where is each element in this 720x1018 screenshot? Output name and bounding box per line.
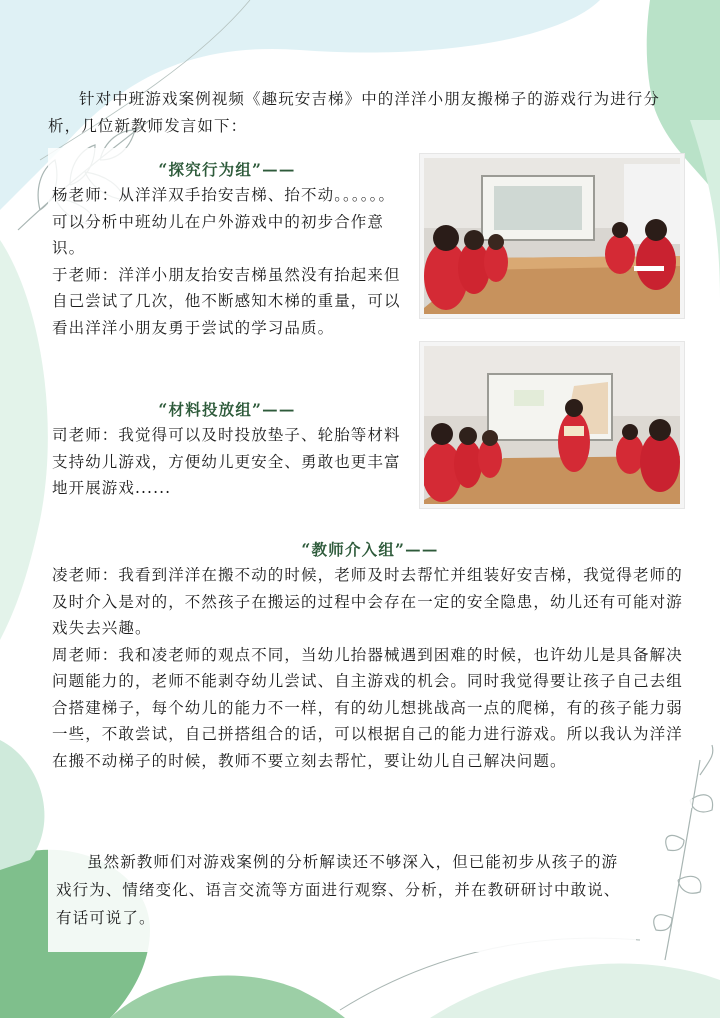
group3-paragraph-1: 凌老师：我看到洋洋在搬不动的时候，老师及时去帮忙并组装好安吉梯，我觉得老师的及时介入是对的，不然孩子在搬运的过程中会存在一定的安全隐患，幼儿还有可能对游戏失去兴趣。 [52, 566, 683, 637]
group3-heading: “教师介入组”—— [301, 540, 439, 559]
group2-paragraph-1: 司老师：我觉得可以及时投放垫子、轮胎等材料支持幼儿游戏，方便幼儿更安全、勇敢也更丰富地开展游戏...... [52, 426, 401, 497]
conclusion-section [56, 848, 632, 932]
group2-heading: “材料投放组”—— [158, 400, 296, 419]
group3-paragraph-2: 周老师：我和凌老师的观点不同，当幼儿抬器械遇到困难的时候，也许幼儿是具备解决问题能力的，老师不能剥夺幼儿尝试、自主游戏的机会。同时我觉得要让孩子自己去组合搭建梯子，每个幼儿的能力不一样，有的幼儿想挑战高一点的爬梯，有的孩子能力弱一些，不敢尝试，自己拼搭组合的话，可以根据自己的能力进行游戏。所以我认为洋洋在搬不动梯子的时候，教师不要立刻去帮忙，要让幼儿自己解决问题。 [52, 645, 683, 770]
intro-paragraph: 针对中班游戏案例视频《趣玩安吉梯》中的洋洋小朋友搬梯子的游戏行为进行分析，几位新教师发言如下： [48, 90, 661, 135]
conclusion-paragraph: 虽然新教师们对游戏案例的分析解读还不够深入，但已能初步从孩子的游戏行为、情绪变化、语言交流等方面进行观察、分析，并在教研研讨中敢说、有话可说了。 [56, 853, 621, 927]
group1-heading: “探究行为组”—— [158, 160, 296, 179]
photo-meeting-1 [420, 154, 684, 318]
group1-paragraph-1: 杨老师：从洋洋双手抬安吉梯、抬不动。。。。。。可以分析中班幼儿在户外游戏中的初步合作意识。 [52, 186, 396, 257]
group3-section [52, 538, 688, 774]
group1-section [52, 158, 402, 341]
group2-section [52, 398, 402, 502]
group1-paragraph-2: 于老师：洋洋小朋友抬安吉梯虽然没有抬起来但自己尝试了几次，他不断感知木梯的重量，可以看出洋洋小朋友勇于尝试的学习品质。 [52, 265, 401, 337]
photo-meeting-2 [420, 342, 684, 508]
intro-section [48, 86, 688, 139]
